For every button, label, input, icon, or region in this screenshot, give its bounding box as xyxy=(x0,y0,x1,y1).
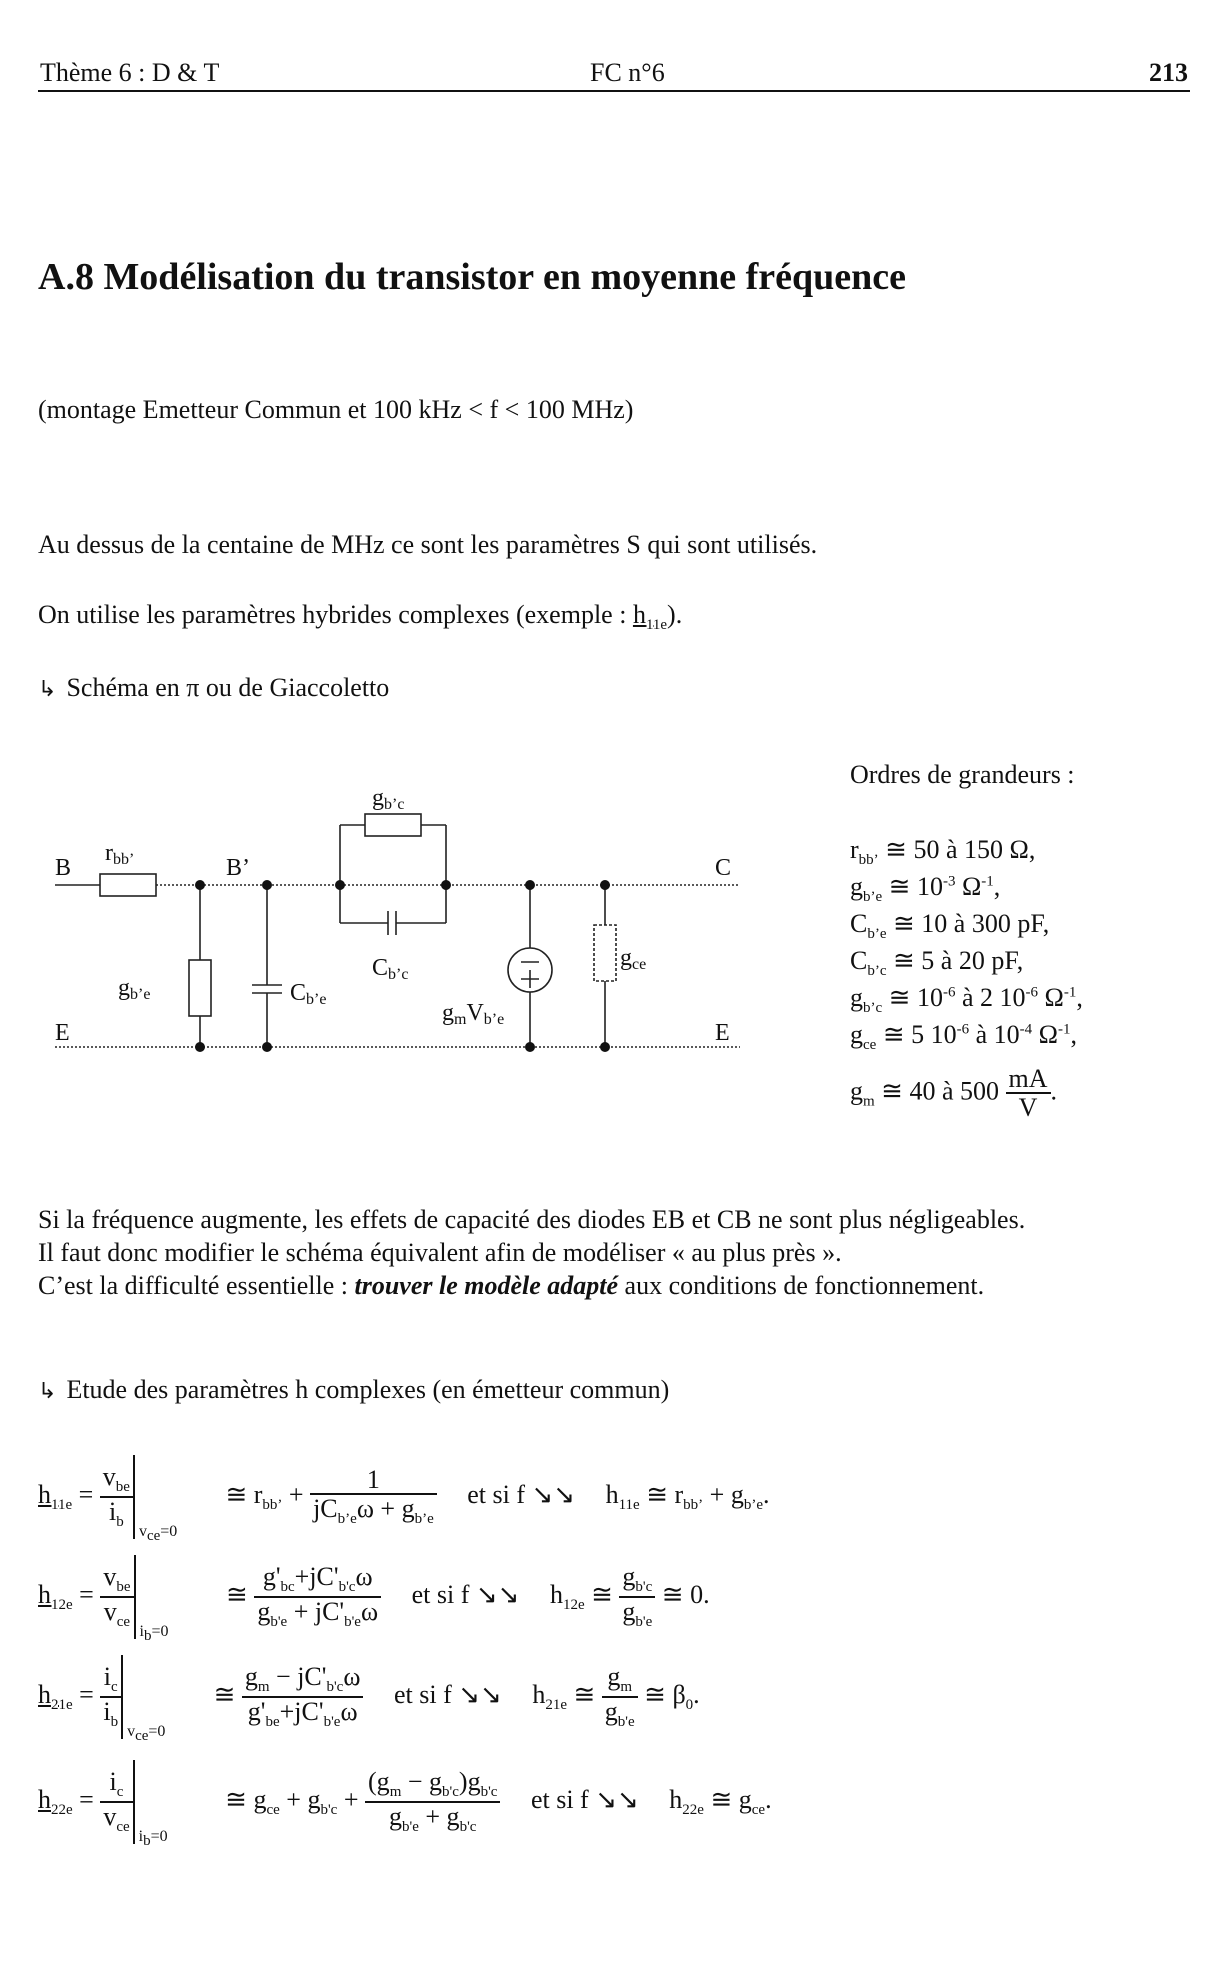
paragraph-s-parameters: Au dessus de la centaine de MHz ce sont les paramètres S qui sont utilisés. xyxy=(38,530,818,559)
rbb-label: rbb’ xyxy=(105,840,135,868)
running-header-center: FC n°6 xyxy=(590,58,665,87)
node-b-label: B xyxy=(55,855,72,881)
h11e-example: $h_{11e}$ xyxy=(632,600,668,634)
section-subtitle: (montage Emetteur Commun et 100 kHz < f < 100 MHz) xyxy=(38,395,634,424)
node-b-prime-label: B’ xyxy=(226,855,250,881)
gbc-label: gb’c xyxy=(372,785,405,813)
cbc-label: Cb’c xyxy=(372,955,409,983)
order-gbc: $g_{b’c}$ ≅ $10^{-6}$ à 2 $10^{-6}$ $\Omega^{-1}$, xyxy=(850,983,1083,1017)
equation-h22e: $h_{22e}$ = $\frac{i_c}{v_{ce}}$ $i_b=0$ ≅ $g_{ce} + g_{b'c}$ + $\frac{(g_m - g_{b'c})g_{b'c}}{g_{b'e} + g_{b'c}}$ et si f ↘↘ $h_{22e}$ ≅ $g_{ce}$. xyxy=(38,1760,772,1844)
node-e-right-label: E xyxy=(715,1020,730,1046)
section-heading-schema: ↳ Schéma en π ou de Giaccoletto xyxy=(38,673,390,702)
equation-h11e: $h_{11e}$ = $\frac{v_{be}}{i_b}$ $v_{ce}=0$ ≅ $r_{bb’}$ + $\frac{1}{jC_{b’e}\omega + g_{b’e}}$ et si f ↘↘ $h_{11e}$ ≅ $r_{bb’} + g_{b’e}$. xyxy=(38,1455,769,1539)
equation-h21e: $h_{21e}$ = $\frac{i_c}{i_b}$ $v_{ce}=0$ ≅ $\frac{g_m - jC'_{b'c}\omega}{g'_{be}+jC'_{b'e}\omega}$ et si f ↘↘ $h_{21e}$ ≅ $\frac{g_m}{g_{b'e}}$ ≅ $\beta_0$. xyxy=(38,1655,700,1739)
order-cbe: $C_{b’e}$ ≅ 10 à 300 pF, xyxy=(850,909,1050,943)
order-cbc: $C_{b’c}$ ≅ 5 à 20 pF, xyxy=(850,946,1024,980)
order-gm: $g_m$ ≅ 40 à 500 $\frac{mA}{V}$ . xyxy=(850,1064,1057,1123)
order-gbe: $g_{b’e}$ ≅ $10^{-3}$ $\Omega^{-1}$, xyxy=(850,872,1001,906)
section-title: A.8 Modélisation du transistor en moyenne fréquence xyxy=(38,256,906,298)
page-number: 213 xyxy=(1149,58,1188,87)
hybrid-text: On utilise les paramètres hybrides complexes (exemple : xyxy=(38,600,633,629)
order-gce: $g_{ce}$ ≅ 5 $10^{-6}$ à $10^{-4}$ $\Omega^{-1}$, xyxy=(850,1020,1077,1054)
pointing-arrow-icon: ↳ xyxy=(38,1379,57,1404)
equation-h12e: $h_{12e}$ = $\frac{v_{be}}{v_{ce}}$ $i_b=0$ ≅ $\frac{g'_{bc}+jC'_{b'c}\omega}{g_{b'e} + jC'_{b'e}\omega}$ et si f ↘↘ $h_{12e}$ ≅ $\frac{g_{b'c}}{g_{b'e}}$ ≅ 0. xyxy=(38,1555,710,1639)
node-e-left-label: E xyxy=(55,1020,70,1046)
gbe-label: gb’e xyxy=(118,975,151,1003)
gm-source-label: gmVb’e xyxy=(442,1000,505,1028)
header-rule xyxy=(38,90,1190,92)
body-line-1: Si la fréquence augmente, les effets de capacité des diodes EB et CB ne sont plus négligeables. xyxy=(38,1205,1026,1234)
paragraph-hybrid-parameters: On utilise les paramètres hybrides complexes (exemple : $h_{11e}$). xyxy=(38,600,683,634)
section-heading-h-params: ↳ Etude des paramètres h complexes (en émetteur commun) xyxy=(38,1375,670,1404)
cbe-label: Cb’e xyxy=(290,980,327,1008)
node-c-label: C xyxy=(715,855,732,881)
order-rbb: $r_{bb’}$ ≅ 50 à 150 Ω, xyxy=(850,835,1036,869)
pointing-arrow-icon: ↳ xyxy=(38,677,57,702)
body-line-2: Il faut donc modifier le schéma équivalent afin de modéliser « au plus près ». xyxy=(38,1238,842,1267)
running-header-left: Thème 6 : D & T xyxy=(40,58,220,87)
body-line-3: C’est la difficulté essentielle : trouver le modèle adapté aux conditions de fonctionnement. xyxy=(38,1271,985,1300)
orders-title: Ordres de grandeurs : xyxy=(850,760,1075,789)
gce-label: gce xyxy=(620,945,647,973)
giacoletto-circuit-diagram xyxy=(50,775,750,1075)
